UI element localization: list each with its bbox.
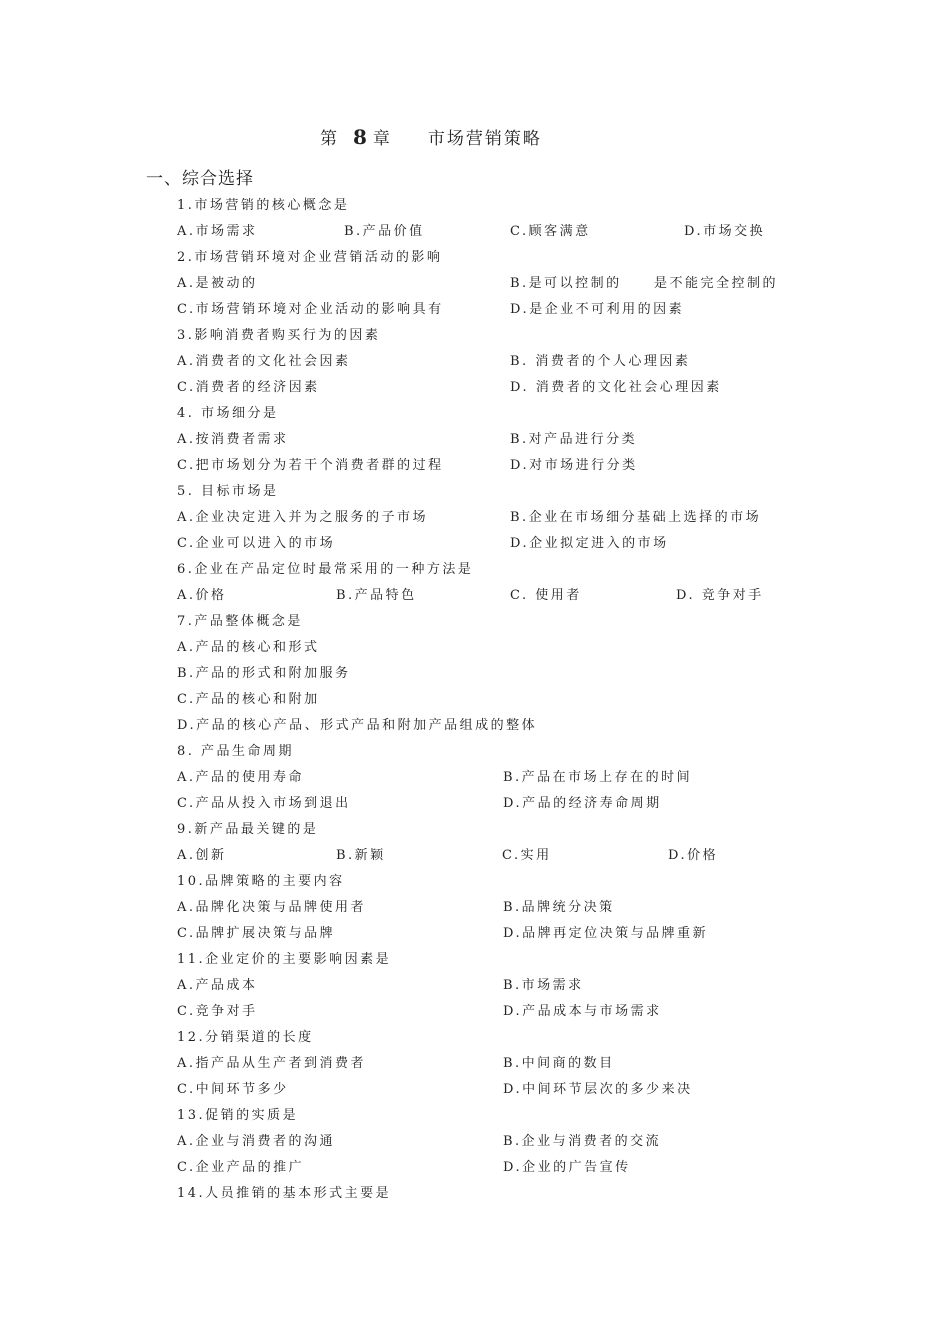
title-suffix: 章	[372, 129, 392, 149]
question-text: 9.新产品最关键的是	[177, 822, 319, 837]
question-text: 4. 市场细分是	[177, 406, 279, 421]
question-text: 6.企业在产品定位时最常采用的一种方法是	[177, 562, 474, 577]
option-item: A.产品的使用寿命	[177, 770, 305, 785]
option-item: D.对市场进行分类	[510, 458, 638, 473]
question-text: 14.人员推销的基本形式主要是	[177, 1186, 392, 1201]
option-item: B.新颖	[336, 848, 386, 863]
question-text: 7.产品整体概念是	[177, 614, 303, 629]
option-item: D. 竞争对手	[676, 588, 764, 603]
chapter-title	[320, 124, 542, 149]
question-text: 5. 目标市场是	[177, 484, 279, 499]
option-item: D.是企业不可利用的因素	[510, 302, 685, 317]
option-item: B.是可以控制的	[510, 276, 622, 291]
chapter-name: 市场营销策略	[427, 129, 542, 149]
option-item: D.价格	[668, 848, 719, 863]
option-item: D.企业的广告宣传	[503, 1160, 631, 1175]
option-item: B.企业在市场细分基础上选择的市场	[510, 510, 762, 525]
question-text: 11.企业定价的主要影响因素是	[177, 952, 392, 967]
option-item: D.产品成本与市场需求	[503, 1004, 662, 1019]
option-item: D.产品的经济寿命周期	[503, 796, 662, 811]
option-item: A.产品成本	[177, 978, 258, 993]
option-item: B.产品在市场上存在的时间	[503, 770, 693, 785]
option-item: C.竞争对手	[177, 1004, 258, 1019]
option-item: A.企业与消费者的沟通	[177, 1134, 336, 1149]
option-item: D.品牌再定位决策与品牌重新	[503, 926, 709, 941]
option-item: B.产品价值	[344, 224, 425, 239]
option-item: A.价格	[177, 588, 227, 603]
option-item: A.创新	[177, 848, 227, 863]
option-item: B.产品的形式和附加服务	[177, 666, 351, 681]
option-item: D. 消费者的文化社会心理因素	[510, 380, 722, 395]
option-item: D.企业拟定进入的市场	[510, 536, 669, 551]
option-item: A.是被动的	[177, 276, 258, 291]
question-text: 8. 产品生命周期	[177, 744, 295, 759]
question-text: 3.影响消费者购买行为的因素	[177, 328, 381, 343]
question-text: 12.分销渠道的长度	[177, 1030, 314, 1045]
question-text: 10.品牌策略的主要内容	[177, 874, 345, 889]
option-item: C. 使用者	[510, 588, 582, 603]
option-item: A.产品的核心和形式	[177, 640, 320, 655]
option-item: C.企业产品的推广	[177, 1160, 305, 1175]
question-text: 13.促销的实质是	[177, 1108, 299, 1123]
option-item: C.中间环节多少	[177, 1082, 289, 1097]
option-item: B.产品特色	[336, 588, 417, 603]
option-item: C.市场营销环境对企业活动的影响具有	[177, 302, 444, 317]
option-item: C.品牌扩展决策与品牌	[177, 926, 336, 941]
option-item: D.市场交换	[684, 224, 766, 239]
option-item: B.市场需求	[503, 978, 584, 993]
option-item: C.顾客满意	[510, 224, 591, 239]
option-item: C.实用	[502, 848, 552, 863]
chapter-number: 8	[353, 125, 369, 149]
option-item: A.市场需求	[177, 224, 258, 239]
option-item: A.品牌化决策与品牌使用者	[177, 900, 367, 915]
option-item: 是不能完全控制的	[654, 276, 779, 291]
option-item: B. 消费者的个人心理因素	[510, 354, 691, 369]
option-item: B.品牌统分决策	[503, 900, 615, 915]
option-item: A.消费者的文化社会因素	[177, 354, 351, 369]
option-item: D.中间环节层次的多少来决	[503, 1082, 693, 1097]
option-item: B.中间商的数目	[503, 1056, 615, 1071]
option-item: B.企业与消费者的交流	[503, 1134, 662, 1149]
section-heading: 一、综合选择	[146, 169, 254, 189]
option-item: D.产品的核心产品、形式产品和附加产品组成的整体	[177, 718, 538, 733]
option-item: C.企业可以进入的市场	[177, 536, 336, 551]
option-item: A.企业决定进入并为之服务的子市场	[177, 510, 429, 525]
option-item: B.对产品进行分类	[510, 432, 638, 447]
question-text: 2.市场营销环境对企业营销活动的影响	[177, 250, 443, 265]
option-item: C.产品的核心和附加	[177, 692, 320, 707]
question-text: 1.市场营销的核心概念是	[177, 198, 350, 213]
option-item: C.产品从投入市场到退出	[177, 796, 351, 811]
option-item: C.把市场划分为若干个消费者群的过程	[177, 458, 444, 473]
option-item: A.指产品从生产者到消费者	[177, 1056, 367, 1071]
option-item: A.按消费者需求	[177, 432, 289, 447]
option-item: C.消费者的经济因素	[177, 380, 320, 395]
title-prefix: 第	[320, 129, 339, 149]
